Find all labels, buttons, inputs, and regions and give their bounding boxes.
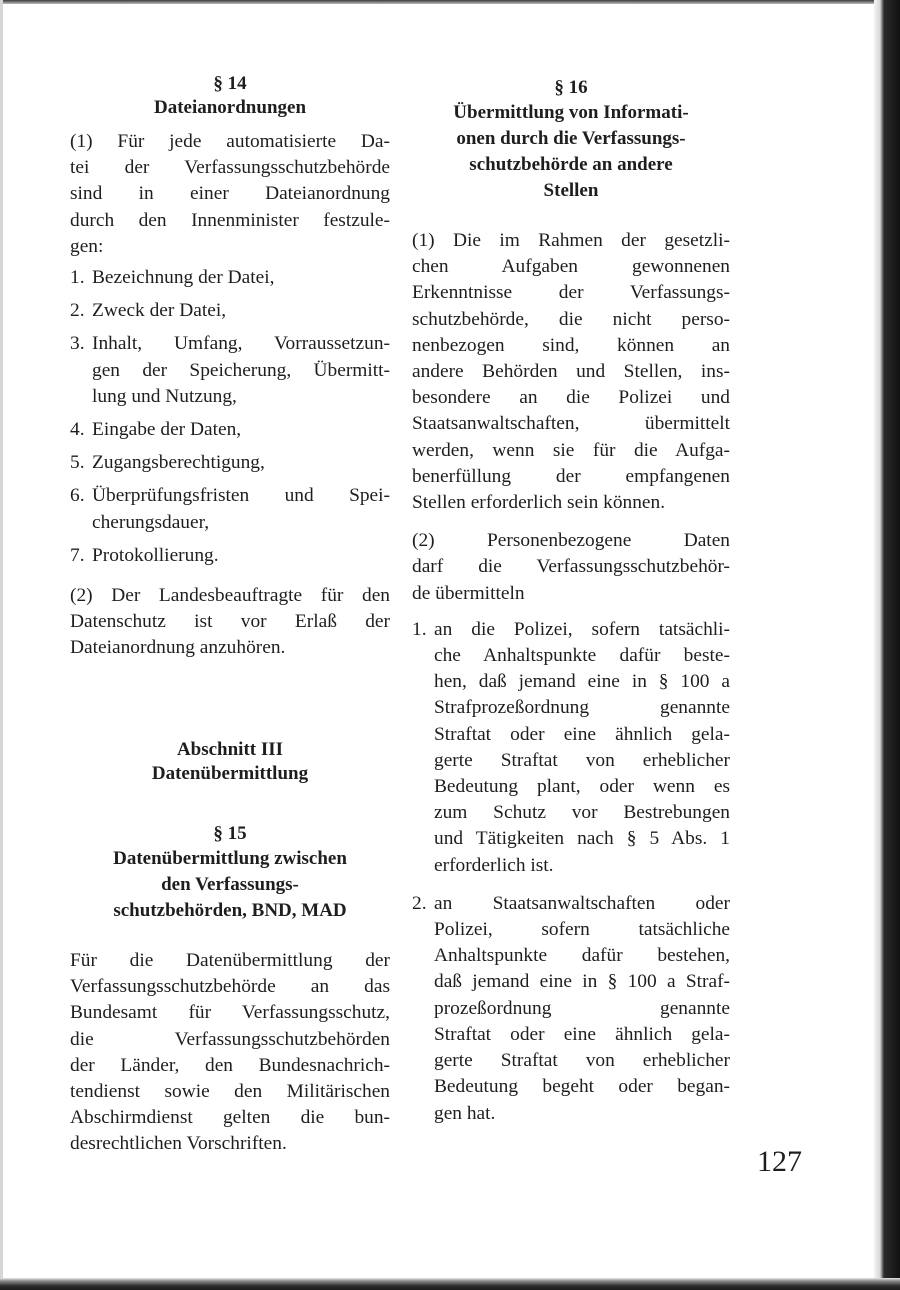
list-item-line: Straftat oder eine ähnlich gela-	[434, 1023, 730, 1045]
section-heading: Abschnitt III	[176, 739, 284, 760]
text-line: tei der Verfassungsschutzbehörde	[70, 157, 390, 179]
section-15-number: § 15	[213, 823, 247, 844]
text-line: (2) Personenbezogene Daten	[412, 530, 730, 552]
section-16-paragraph-2	[412, 528, 730, 607]
list-item-text	[434, 617, 730, 879]
list-item	[412, 617, 730, 879]
list-item-line: gen hat.	[434, 1102, 496, 1124]
text-line: sind in einer Dateianordnung	[70, 183, 390, 205]
page-number: 127	[757, 1145, 802, 1178]
list-item-number: 2.	[412, 892, 427, 914]
text-line: Verfassungsschutzbehörde an das	[70, 976, 390, 998]
list-item-line: Strafprozeßordnung genannte	[434, 697, 730, 719]
section-14-paragraph-2	[70, 583, 390, 662]
list-item-line: gerte Straftat von erheblicher	[434, 1050, 730, 1072]
list-item	[70, 298, 390, 324]
list-item-text	[92, 265, 390, 291]
section-15-title	[70, 846, 390, 924]
list-item-line: Anhaltspunkte dafür bestehen,	[434, 945, 730, 967]
list-item-text	[92, 331, 390, 410]
text-line: (1) Die im Rahmen der gesetzli-	[412, 230, 730, 251]
text-line: Abschirmdienst gelten die bun-	[70, 1107, 390, 1129]
list-item	[412, 891, 730, 1127]
list-item-text	[92, 298, 390, 324]
list-item-line: lung und Nutzung,	[92, 385, 237, 407]
section-subheading: Datenübermittlung	[151, 763, 309, 784]
list-item-number: 6.	[70, 485, 85, 507]
list-item	[70, 483, 390, 535]
scan-edge-left	[0, 0, 3, 1290]
text-line: gen:	[70, 235, 104, 257]
list-item-number: 2.	[70, 300, 85, 322]
text-line: benerfüllung der empfangenen	[412, 465, 730, 487]
text-line: Datenschutz ist vor Erlaß der	[70, 611, 390, 633]
list-item	[70, 265, 390, 291]
section-14	[70, 72, 390, 662]
section-14-number: § 14	[213, 73, 247, 94]
list-item-line: hen, daß jemand eine in § 100 a	[434, 671, 730, 693]
text-line: Erkenntnisse der Verfassungs-	[412, 282, 730, 304]
section-16-paragraph-1	[412, 228, 730, 516]
list-item-line: Bedeutung plant, oder wenn es	[434, 776, 730, 798]
section-title-line: Datenübermittlung zwischen	[113, 848, 347, 869]
text-line: (2) Der Landesbeauftragte für den	[70, 585, 390, 607]
list-item	[70, 417, 390, 443]
list-item-line: Zugangsberechtigung,	[92, 452, 265, 474]
section-16-title	[412, 100, 730, 204]
list-item-line: che Anhaltspunkte dafür beste-	[434, 645, 730, 667]
list-item-number: 1.	[70, 267, 85, 289]
list-item-line: Inhalt, Umfang, Vorraussetzun-	[92, 333, 390, 355]
list-item-line: Polizei, sofern tatsächliche	[434, 919, 730, 941]
text-line: die Verfassungsschutzbehörden	[70, 1028, 390, 1050]
section-heading-block	[70, 738, 390, 786]
section-title-line: Übermittlung von Informati-	[453, 102, 689, 123]
section-title-line: den Verfassungs-	[161, 874, 299, 895]
text-line: Bundesamt für Verfassungsschutz,	[70, 1002, 390, 1024]
section-16-list	[412, 617, 730, 1127]
section-title-line: schutzbehörde an andere	[469, 154, 673, 175]
list-item-line: an Staatsanwaltschaften oder	[434, 892, 730, 914]
list-item-number: 7.	[70, 544, 85, 566]
list-item-line: gen der Speicherung, Übermitt-	[92, 359, 390, 381]
section-15-paragraph	[70, 948, 390, 1158]
list-item-line: Eingabe der Daten,	[92, 419, 242, 441]
list-item-line: prozeßordnung genannte	[434, 997, 730, 1019]
scan-edge-top	[0, 0, 900, 4]
text-line: chen Aufgaben gewonnenen	[412, 256, 730, 278]
scan-edge-bottom	[0, 1278, 900, 1290]
list-item-line: daß jemand eine in § 100 a Straf-	[434, 971, 730, 993]
list-item	[70, 543, 390, 569]
text-line: Stellen erforderlich sein können.	[412, 492, 666, 514]
list-item-text	[92, 543, 390, 569]
section-14-list	[70, 265, 390, 569]
scan-edge-right	[874, 0, 900, 1290]
text-line: Dateianordnung anzuhören.	[70, 637, 286, 659]
section-16-number: § 16	[554, 77, 588, 98]
list-item-line: und Tätigkeiten nach § 5 Abs. 1	[434, 828, 730, 850]
list-item-number: 3.	[70, 333, 85, 355]
section-14-paragraph-1	[70, 129, 390, 260]
section-title-line: onen durch die Verfassungs-	[456, 128, 686, 149]
list-item	[70, 450, 390, 476]
text-line: desrechtlichen Vorschriften.	[70, 1133, 287, 1155]
section-16	[412, 76, 730, 1127]
section-14-title: Dateianordnungen	[153, 97, 307, 118]
text-line: besondere an die Polizei und	[412, 387, 730, 409]
text-line: de übermitteln	[412, 582, 525, 604]
list-item-line: Überprüfungsfristen und Spei-	[92, 485, 390, 507]
text-line: darf die Verfassungsschutzbehör-	[412, 556, 730, 578]
section-title-line: schutzbehörden, BND, MAD	[113, 900, 347, 921]
list-item-line: cherungsdauer,	[92, 511, 210, 533]
text-line: andere Behörden und Stellen, ins-	[412, 361, 730, 383]
list-item-text	[92, 483, 390, 535]
section-15	[70, 822, 390, 1158]
list-item-line: Protokollierung.	[92, 544, 219, 566]
list-item-line: Bezeichnung der Datei,	[92, 267, 275, 289]
text-line: (1) Für jede automatisierte Da-	[70, 131, 390, 152]
list-item-line: an die Polizei, sofern tatsächli-	[434, 618, 730, 640]
list-item-line: erforderlich ist.	[434, 854, 554, 876]
section-title-line: Stellen	[543, 180, 599, 201]
text-line: schutzbehörde, die nicht perso-	[412, 308, 730, 330]
list-item-number: 1.	[412, 618, 427, 640]
list-item-number: 5.	[70, 452, 85, 474]
text-line: durch den Innenminister festzule-	[70, 209, 390, 231]
text-line: tendienst sowie den Militärischen	[70, 1081, 390, 1103]
list-item-text	[92, 450, 390, 476]
list-item-text	[92, 417, 390, 443]
list-item-line: Straftat oder eine ähnlich gela-	[434, 723, 730, 745]
list-item-number: 4.	[70, 419, 85, 441]
text-line: Staatsanwaltschaften, übermittelt	[412, 413, 730, 435]
list-item-text	[434, 891, 730, 1127]
text-line: werden, wenn sie für die Aufga-	[412, 439, 730, 461]
list-item-line: gerte Straftat von erheblicher	[434, 749, 730, 771]
list-item-line: Bedeutung begeht oder began-	[434, 1076, 730, 1098]
text-line: der Länder, den Bundesnachrich-	[70, 1054, 390, 1076]
text-line: Für die Datenübermittlung der	[70, 950, 390, 971]
list-item	[70, 331, 390, 410]
list-item-line: zum Schutz vor Bestrebungen	[434, 802, 730, 824]
text-line: nenbezogen sind, können an	[412, 334, 730, 356]
list-item-line: Zweck der Datei,	[92, 300, 227, 322]
